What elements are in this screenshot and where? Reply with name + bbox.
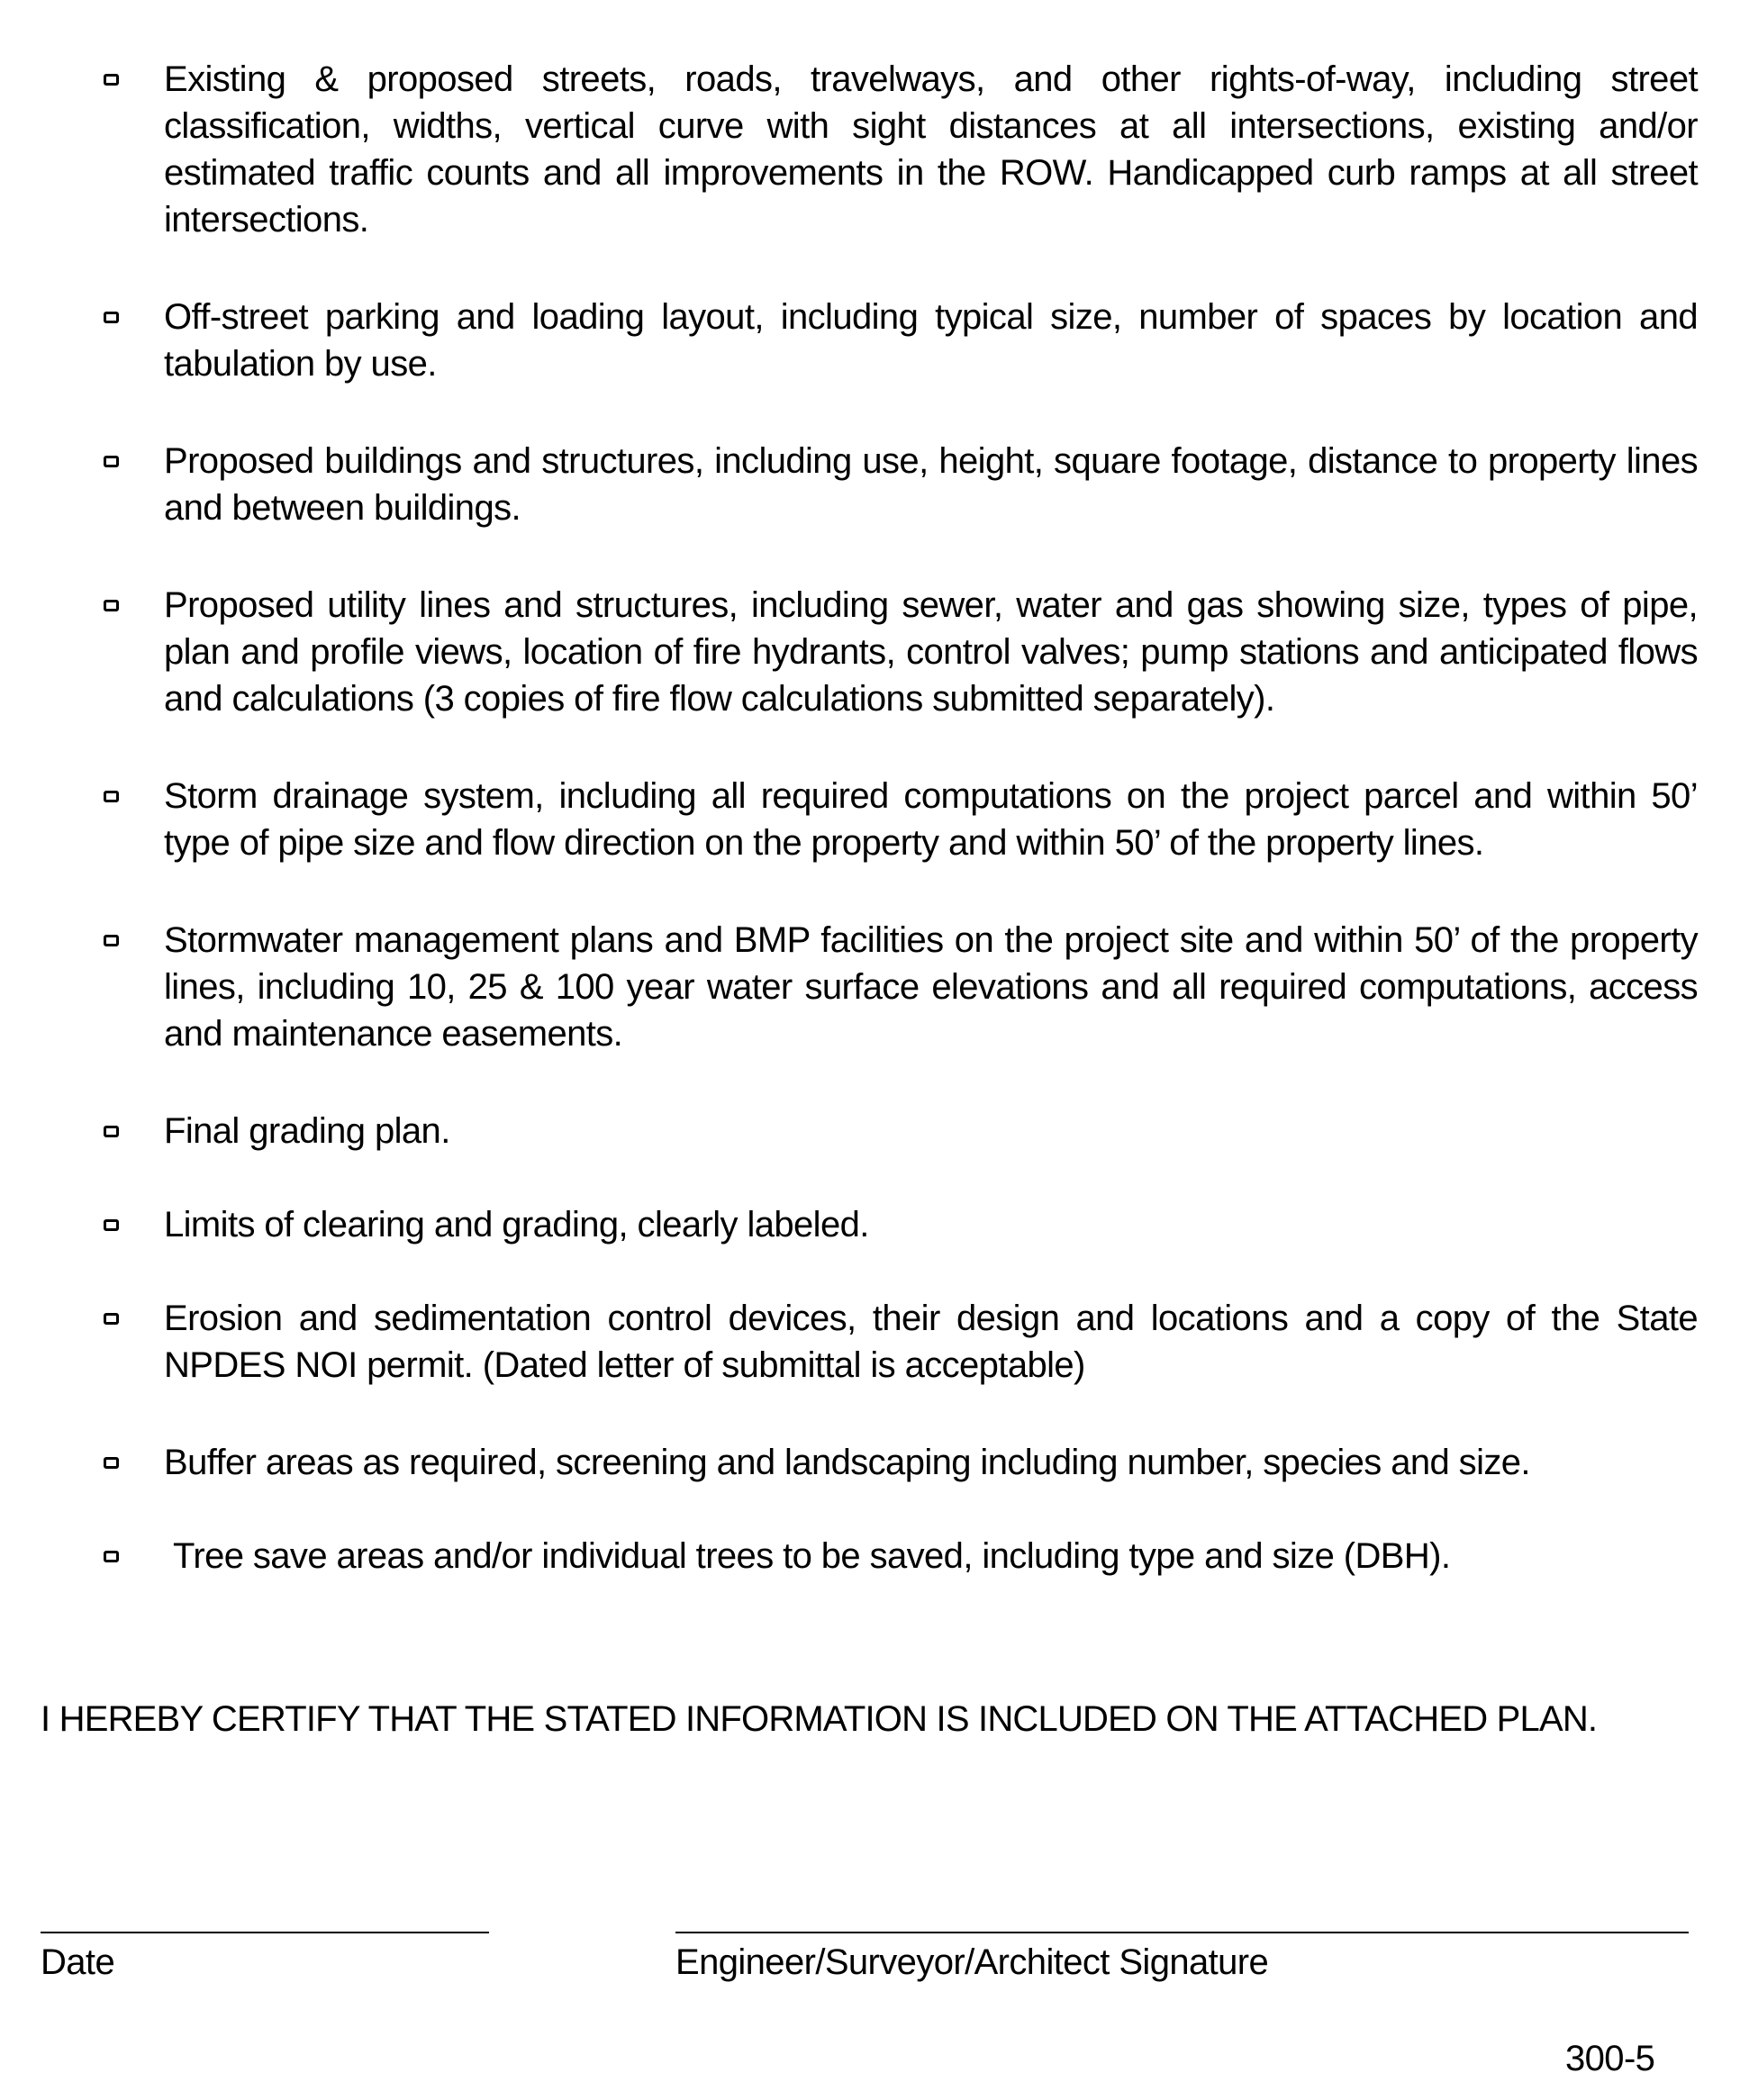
checkbox-icon[interactable] xyxy=(104,312,119,323)
checklist-item-text: Buffer areas as required, screening and landscaping including number, species and size. xyxy=(164,1443,1530,1482)
checklist-item-buildings xyxy=(104,438,1698,531)
checkbox-icon[interactable] xyxy=(104,935,119,946)
checklist-item-text: Existing & proposed streets, roads, travelways, and other rights-of-way, including street classification, widths, vertical curve with sight distances at all intersections, existing and/or estimated traffic counts and all improvements in the ROW. Handicapped curb ramps at all street intersections. xyxy=(164,59,1698,240)
certification-statement: I HEREBY CERTIFY THAT THE STATED INFORMATION IS INCLUDED ON THE ATTACHED PLAN. xyxy=(41,1699,1598,1739)
checklist-item-text: Proposed buildings and structures, including use, height, square footage, distance to property lines and between buildings. xyxy=(164,441,1698,528)
checklist-item-text: Stormwater management plans and BMP facilities on the project site and within 50’ of the property lines, including 10, 25 & 100 year water surface elevations and all required computations, access and maintenance easements. xyxy=(164,920,1698,1054)
checklist-item-text: Tree save areas and/or individual trees to be saved, including type and size (DBH). xyxy=(173,1536,1451,1576)
page-number: 300-5 xyxy=(1565,2039,1655,2078)
checkbox-icon[interactable] xyxy=(104,1313,119,1325)
engineer-signature-label: Engineer/Surveyor/Architect Signature xyxy=(675,1942,1269,1982)
checkbox-icon[interactable] xyxy=(104,1457,119,1469)
checklist-item-clearing-limits xyxy=(104,1201,1698,1248)
date-signature-line[interactable] xyxy=(41,1932,489,1933)
checklist-item-parking xyxy=(104,294,1698,387)
checkbox-icon[interactable] xyxy=(104,791,119,802)
checklist-item-utilities xyxy=(104,582,1698,722)
engineer-signature-line[interactable] xyxy=(675,1932,1689,1933)
checklist-item-text: Proposed utility lines and structures, including sewer, water and gas showing size, types of pipe, plan and profile views, location of fire hydrants, control valves; pump stations and anticipated flows and calculations (3 copies of fire flow calculations submitted separately). xyxy=(164,585,1698,719)
checkbox-icon[interactable] xyxy=(104,1551,119,1562)
checklist-item-text: Limits of clearing and grading, clearly labeled. xyxy=(164,1205,869,1245)
checkbox-icon[interactable] xyxy=(104,74,119,86)
checklist-item-buffer-areas xyxy=(104,1439,1698,1486)
checkbox-icon[interactable] xyxy=(104,600,119,611)
checkbox-icon[interactable] xyxy=(104,1219,119,1231)
checklist-item-storm-drainage xyxy=(104,773,1698,866)
checklist-item-tree-save xyxy=(104,1533,1698,1580)
date-label: Date xyxy=(41,1942,115,1982)
checklist-item-erosion-control xyxy=(104,1295,1698,1389)
checklist-item-text: Off-street parking and loading layout, including typical size, number of spaces by location and tabulation by use. xyxy=(164,297,1698,384)
checklist-item-text: Storm drainage system, including all required computations on the project parcel and within 50’ type of pipe size and flow direction on the property and within 50’ of the property lines. xyxy=(164,776,1698,863)
requirements-checklist xyxy=(104,56,1698,1580)
checklist-item-text: Erosion and sedimentation control devices, their design and locations and a copy of the State NPDES NOI permit. (Dated letter of submittal is acceptable) xyxy=(164,1299,1698,1385)
checklist-item-stormwater xyxy=(104,917,1698,1057)
checklist-item-streets xyxy=(104,56,1698,243)
checklist-item-text: Final grading plan. xyxy=(164,1111,450,1151)
checklist-item-grading-plan xyxy=(104,1108,1698,1154)
checkbox-icon[interactable] xyxy=(104,456,119,467)
checkbox-icon[interactable] xyxy=(104,1126,119,1137)
